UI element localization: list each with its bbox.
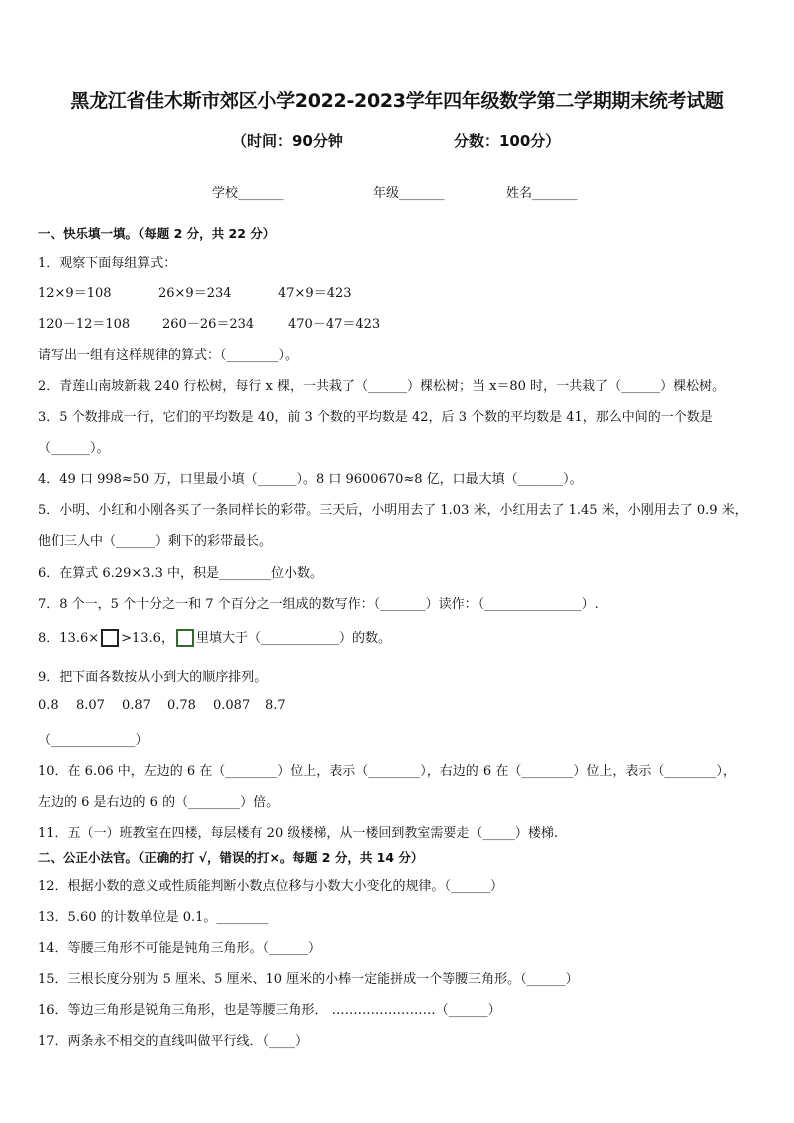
question-9-answer: （_____________） — [38, 733, 149, 748]
answer-box-green — [176, 629, 194, 647]
question-3: 3．5 个数排成一行，它们的平均数是 40，前 3 个数的平均数是 42，后 3 个数的平均数是 41，那么中间的一个数是 — [38, 410, 713, 425]
equation: 120－12＝108 — [38, 317, 131, 332]
answer-box — [101, 629, 119, 647]
question-17: 17．两条永不相交的直线叫做平行线．（____） — [38, 1034, 309, 1049]
question-4: 4．49 口 998≈50 万，口里最小填（______）。8 口 9600670≈8 亿，口最大填（_______）。 — [38, 472, 583, 487]
name-field: 姓名_______ — [506, 186, 578, 201]
question-10-cont: 左边的 6 是右边的 6 的（________）倍。 — [38, 795, 280, 810]
q8-prefix: 8．13.6× — [38, 631, 100, 646]
question-2: 2．青莲山南坡新栽 240 行松树，每行 x 棵，一共栽了（______）棵松树；当 x＝80 时，一共栽了（______）棵松树。 — [38, 379, 726, 394]
exam-score: 分数：100分） — [454, 132, 561, 150]
question-15: 15．三根长度分别为 5 厘米、5 厘米、10 厘米的小棒一定能拼成一个等腰三角形。（______） — [38, 972, 579, 987]
equation: 260－26＝234 — [162, 317, 255, 332]
number-item: 8.07 — [76, 698, 105, 713]
question-11: 11．五（一）班教室在四楼，每层楼有 20 级楼梯，从一楼回到教室需要走（_____）楼梯. — [38, 826, 558, 841]
question-13: 13．5.60 的计数单位是 0.1。________ — [38, 910, 269, 925]
question-9: 9．把下面各数按从小到大的顺序排列。 — [38, 670, 268, 685]
section-1-heading: 一、快乐填一填。（每题 2 分，共 22 分） — [38, 226, 276, 241]
school-field: 学校_______ — [212, 186, 284, 201]
grade-field: 年级_______ — [373, 186, 445, 201]
question-5: 5．小明、小红和小刚各买了一条同样长的彩带。三天后，小明用去了 1.03 米，小红用去了 1.45 米，小刚用去了 0.9 米， — [38, 503, 748, 518]
question-12: 12．根据小数的意义或性质能判断小数点位移与小数大小变化的规律。（______） — [38, 879, 504, 894]
number-item: 8.7 — [265, 698, 286, 713]
page-title: 黑龙江省佳木斯市郊区小学2022-2023学年四年级数学第二学期期末统考试题 — [70, 90, 724, 112]
number-item: 0.8 — [38, 698, 59, 713]
exam-time: （时间：90分钟 — [232, 132, 343, 150]
question-5-cont: 他们三人中（______）剩下的彩带最长。 — [38, 534, 273, 549]
equation: 47×9＝423 — [278, 286, 352, 301]
number-item: 0.78 — [167, 698, 196, 713]
number-item: 0.087 — [213, 698, 251, 713]
question-7: 7．8 个一，5 个十分之一和 7 个百分之一组成的数写作：（_______）读作：（_______________）. — [38, 597, 599, 612]
question-1: 1．观察下面每组算式： — [38, 256, 177, 271]
q8-middle: >13.6， — [121, 631, 174, 646]
equation: 12×9＝108 — [38, 286, 112, 301]
question-6: 6．在算式 6.29×3.3 中，积是________位小数。 — [38, 566, 324, 581]
question-8 — [38, 627, 391, 647]
equation: 26×9＝234 — [158, 286, 232, 301]
section-2-heading: 二、公正小法官。（正确的打 √，错误的打×。每题 2 分，共 14 分） — [38, 850, 424, 865]
number-item: 0.87 — [122, 698, 151, 713]
question-14: 14．等腰三角形不可能是钝角三角形。（______） — [38, 941, 322, 956]
question-3-answer: （______）。 — [38, 441, 110, 456]
question-1-ask: 请写出一组有这样规律的算式：（________）。 — [38, 348, 299, 363]
equation: 470－47＝423 — [288, 317, 381, 332]
question-16: 16．等边三角形是锐角三角形，也是等腰三角形． ……………………（______） — [38, 1003, 501, 1018]
q8-suffix: 里填大于（____________）的数。 — [195, 631, 391, 646]
question-10: 10．在 6.06 中，左边的 6 在（________）位上，表示（________），右边的 6 在（________）位上，表示（________）， — [38, 764, 736, 779]
